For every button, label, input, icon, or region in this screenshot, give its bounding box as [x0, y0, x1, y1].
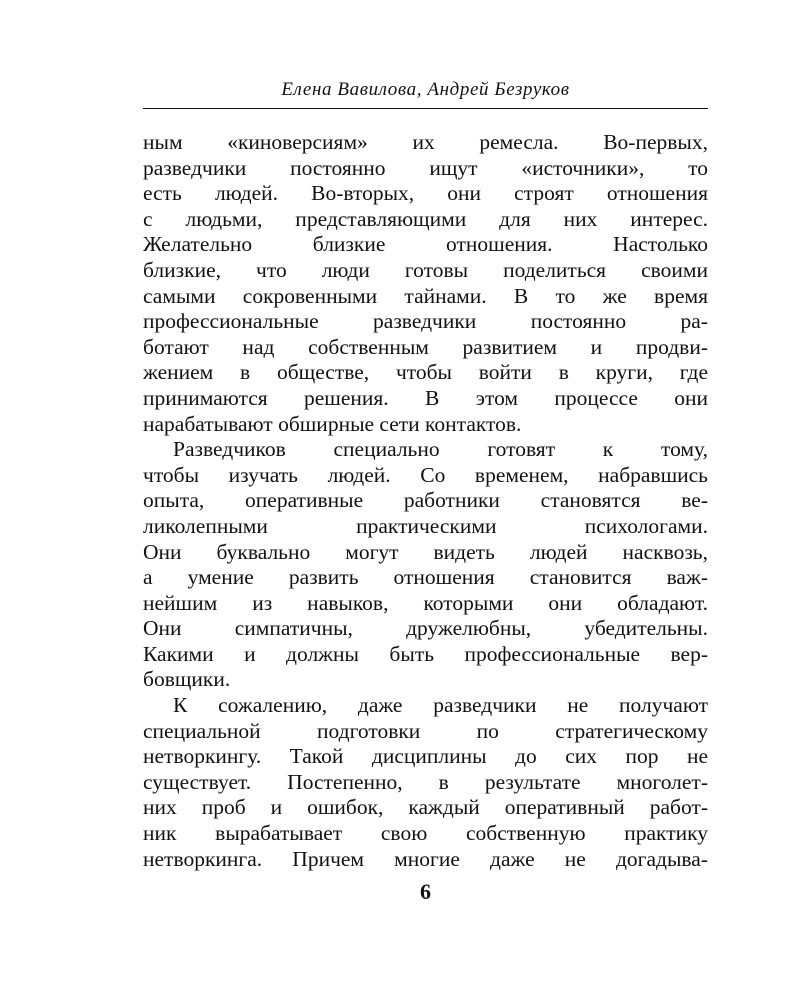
text-line: ник вырабатывает свою собственную практику — [143, 821, 708, 846]
body-text — [143, 130, 708, 872]
running-header: Елена Вавилова, Андрей Безруков — [281, 79, 570, 100]
text-line: с людьми, представляющими для них интерес. — [143, 206, 708, 231]
text-line: Они симпатичны, дружелюбны, убедительны. — [143, 616, 708, 641]
text-line-paragraph-end: нарабатывают обширные сети контактов. — [143, 411, 522, 436]
text-line: опыта, оперативные работники становятся ве- — [143, 488, 708, 513]
text-line: нетворкинга. Причем многие даже не догадыва- — [143, 846, 708, 871]
text-line: принимаются решения. В этом процессе они — [143, 385, 708, 410]
text-line-paragraph-start: Разведчиков специально готовят к тому, — [173, 437, 708, 462]
text-line: разведчики постоянно ищут «источники», то — [143, 155, 708, 180]
text-line: чтобы изучать людей. Со временем, набравшись — [143, 462, 708, 487]
text-line: профессиональные разведчики постоянно ра- — [143, 309, 708, 334]
text-line: существует. Постепенно, в результате многолет- — [143, 769, 708, 794]
text-line: Они буквально могут видеть людей насквозь, — [143, 539, 708, 564]
header-rule — [143, 108, 708, 109]
text-line: близкие, что люди готовы поделиться своими — [143, 257, 708, 282]
text-line: Какими и должны быть профессиональные вер- — [143, 641, 708, 666]
text-line-paragraph-end: бовщики. — [143, 667, 231, 692]
text-line: самыми сокровенными тайнами. В то же время — [143, 283, 708, 308]
text-line: а умение развить отношения становится важ- — [143, 565, 708, 590]
text-line: жением в обществе, чтобы войти в круги, где — [143, 360, 708, 385]
page-number: 6 — [420, 879, 431, 904]
text-line: ным «киноверсиям» их ремесла. Во-первых, — [143, 130, 708, 154]
text-line: них проб и ошибок, каждый оперативный работ- — [143, 795, 708, 820]
text-line: есть людей. Во-вторых, они строят отношения — [143, 181, 708, 206]
text-line-paragraph-start: К сожалению, даже разведчики не получают — [173, 693, 708, 718]
text-line: ботают над собственным развитием и продви- — [143, 334, 708, 359]
text-line: нетворкингу. Такой дисциплины до сих пор не — [143, 744, 708, 769]
text-line: Желательно близкие отношения. Настолько — [143, 232, 708, 257]
text-line: нейшим из навыков, которыми они обладают. — [143, 590, 708, 615]
text-line: ликолепными практическими психологами. — [143, 513, 708, 538]
text-line: специальной подготовки по стратегическому — [143, 718, 708, 743]
